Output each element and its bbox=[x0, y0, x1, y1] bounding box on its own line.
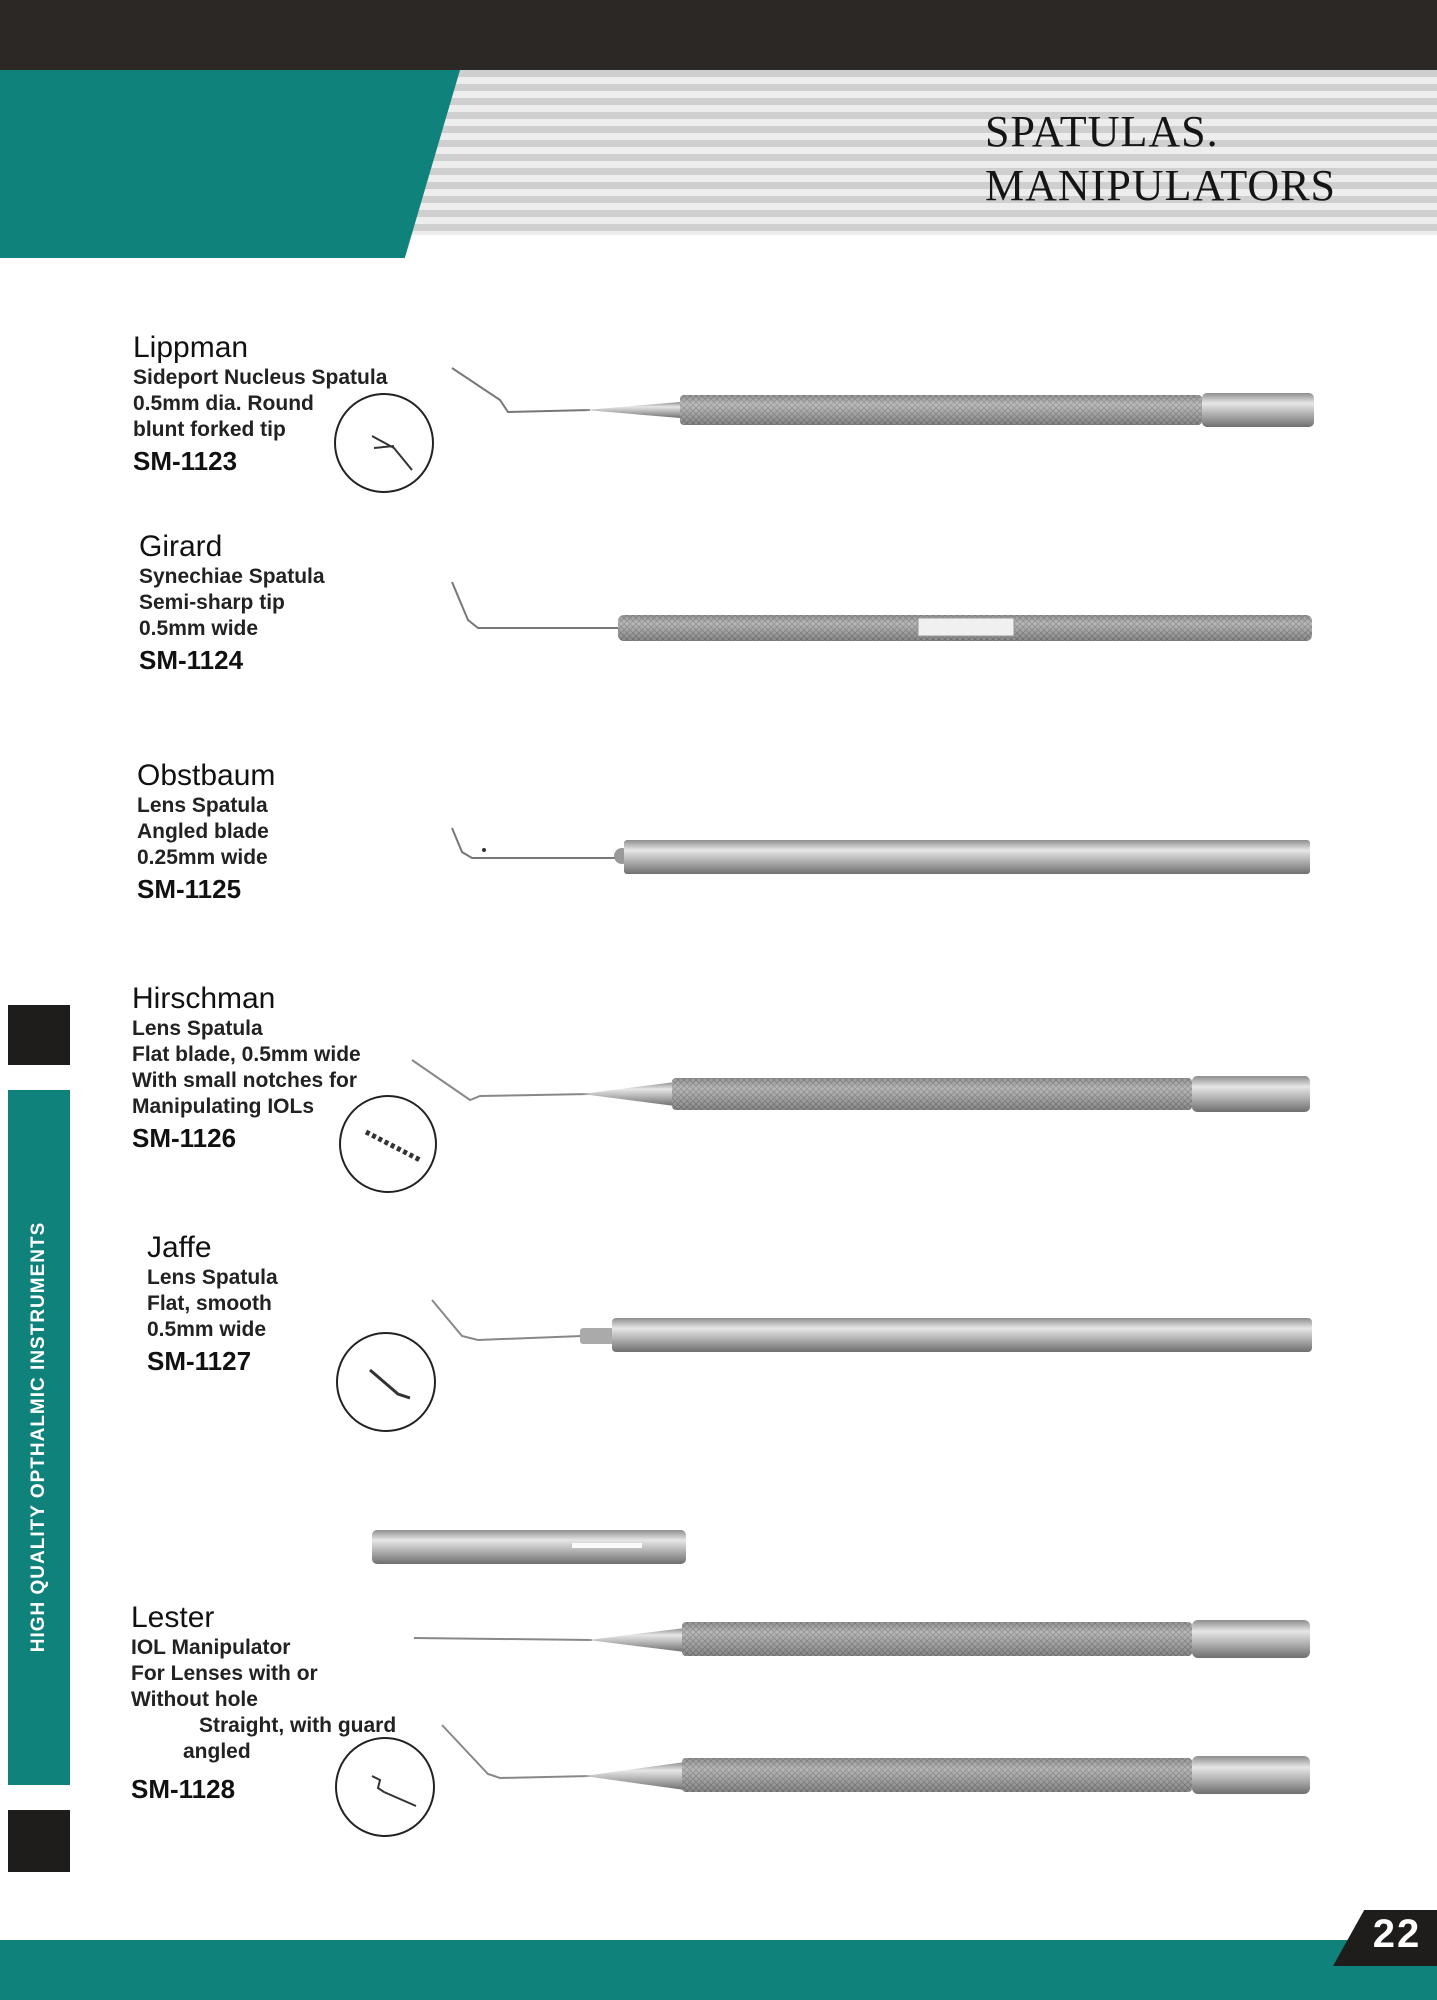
product-detail: Sideport Nucleus Spatula bbox=[133, 366, 388, 389]
instrument-lester-angled bbox=[442, 1725, 1310, 1794]
product-detail: Synechiae Spatula bbox=[139, 565, 325, 588]
product-hirschman bbox=[132, 982, 361, 1154]
product-detail: 0.5mm dia. Round bbox=[133, 392, 314, 415]
product-code: SM-1123 bbox=[133, 446, 238, 476]
product-lippman bbox=[133, 331, 387, 477]
instrument-obstbaum bbox=[452, 828, 1310, 874]
product-detail: Without hole bbox=[131, 1688, 258, 1711]
product-detail: Flat blade, 0.5mm wide bbox=[132, 1043, 361, 1066]
instrument-hirschman bbox=[412, 1060, 1310, 1112]
tip-detail-jaffe bbox=[337, 1333, 435, 1431]
product-code: SM-1126 bbox=[132, 1123, 237, 1153]
product-detail: 0.5mm wide bbox=[147, 1318, 267, 1341]
product-code: SM-1128 bbox=[131, 1774, 236, 1804]
product-name: Obstbaum bbox=[137, 759, 276, 792]
product-name: Hirschman bbox=[132, 982, 276, 1015]
product-name: Lippman bbox=[133, 331, 249, 364]
product-code: SM-1124 bbox=[139, 645, 244, 675]
product-detail: For Lenses with or bbox=[131, 1662, 318, 1685]
product-name: Girard bbox=[139, 530, 223, 563]
instrument-girard bbox=[452, 582, 1312, 641]
footer-teal-bar bbox=[0, 1940, 1437, 2000]
instrument-jaffe bbox=[432, 1300, 1312, 1352]
instrument-lippman bbox=[452, 368, 1314, 427]
product-detail: 0.25mm wide bbox=[137, 846, 268, 869]
product-detail: blunt forked tip bbox=[133, 418, 286, 441]
side-band-text: HIGH QUALITY OPTHALMIC INSTRUMENTS bbox=[28, 1221, 49, 1653]
product-detail: Straight, with guard bbox=[199, 1714, 397, 1737]
instrument-lester-guard bbox=[372, 1530, 686, 1564]
product-name: Jaffe bbox=[147, 1231, 212, 1264]
product-detail: IOL Manipulator bbox=[131, 1636, 291, 1659]
product-detail: Lens Spatula bbox=[137, 794, 268, 817]
product-detail: Lens Spatula bbox=[147, 1266, 278, 1289]
product-detail: 0.5mm wide bbox=[139, 617, 259, 640]
page-number: 22 bbox=[1372, 1912, 1422, 1956]
product-detail: angled bbox=[183, 1740, 251, 1763]
product-jaffe bbox=[147, 1231, 278, 1377]
product-detail: Lens Spatula bbox=[132, 1017, 263, 1040]
instrument-lester-straight bbox=[414, 1620, 1310, 1658]
product-detail: With small notches for bbox=[132, 1069, 358, 1092]
product-girard bbox=[139, 530, 325, 676]
product-detail: Manipulating IOLs bbox=[132, 1095, 314, 1118]
product-detail: Angled blade bbox=[137, 820, 269, 843]
product-code: SM-1127 bbox=[147, 1346, 252, 1376]
product-detail: Flat, smooth bbox=[147, 1292, 272, 1315]
product-code: SM-1125 bbox=[137, 874, 242, 904]
product-detail: Semi-sharp tip bbox=[139, 591, 285, 614]
product-lester bbox=[131, 1601, 396, 1805]
page-title-line-2: MANIPULATORS bbox=[985, 161, 1337, 210]
page-title-line-1: SPATULAS. bbox=[985, 107, 1219, 156]
product-obstbaum bbox=[137, 759, 275, 905]
product-name: Lester bbox=[131, 1601, 215, 1634]
